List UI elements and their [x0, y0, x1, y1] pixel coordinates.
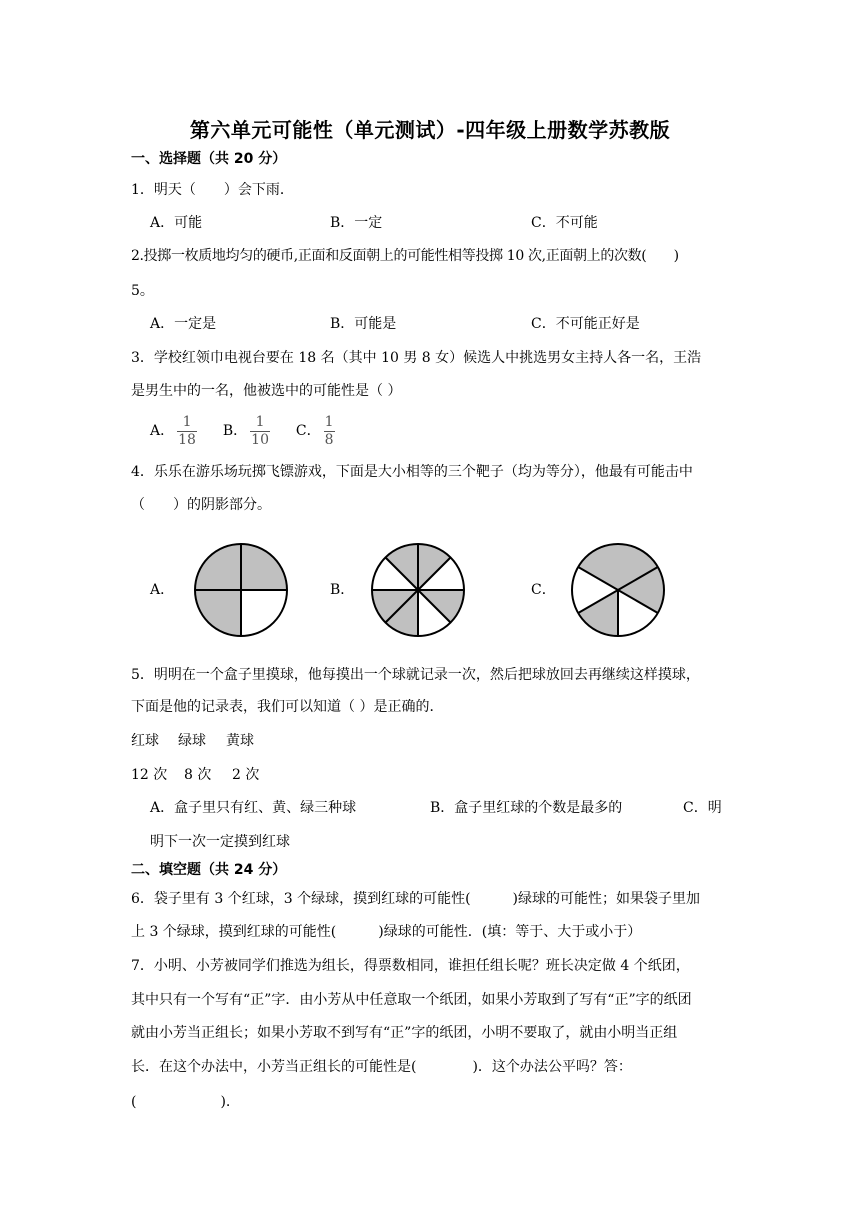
q5-stem-line2: 下面是他的记录表，我们可以知道（ ）是正确的．	[131, 699, 444, 715]
q4-target-b	[370, 542, 466, 638]
q5-record-header-red: 红球	[131, 733, 159, 749]
q2-stem-line2: 5。	[131, 283, 154, 299]
q1-option-a: A．可能	[150, 215, 203, 231]
q7-stem-line4: 长．在这个办法中，小芳当正组长的可能性是( )．这个办法公平吗？答：	[131, 1059, 632, 1075]
section-heading-choice: 一、选择题（共 20 分）	[131, 151, 287, 167]
q5-record-value-green: 8 次	[184, 767, 212, 783]
q3-stem-line2: 是男生中的一名，他被选中的可能性是（ ）	[131, 383, 402, 399]
q1-stem: 1．明天（ ）会下雨．	[131, 182, 294, 198]
q4-target-c	[570, 542, 666, 638]
q5-option-a: A．盒子里只有红、黄、绿三种球	[150, 800, 357, 816]
fraction-numerator: 1	[324, 413, 334, 430]
q3-stem-line1: 3．学校红领巾电视台要在 18 名（其中 10 男 8 女）候选人中挑选男女主持人各一名，王浩	[131, 350, 702, 366]
fraction-denominator: 10	[251, 431, 269, 448]
q3-option-c-fraction	[324, 415, 335, 448]
section-heading-fill-in: 二、填空题（共 24 分）	[131, 862, 287, 878]
q3-option-c-label: C．	[295, 423, 321, 439]
q2-stem-line1: 2.投掷一枚质地均匀的硬币,正面和反面朝上的可能性相等投掷 10 次,正面朝上的次数( )	[131, 248, 679, 264]
q4-target-a	[193, 542, 289, 638]
shaded-sector	[578, 590, 618, 636]
q5-record-value-yellow: 2 次	[232, 767, 260, 783]
q5-record-header-yellow: 黄球	[226, 733, 254, 749]
q4-option-b-label: B．	[330, 582, 355, 598]
shaded-sector	[418, 544, 451, 590]
q1-option-b: B．一定	[330, 215, 383, 231]
fraction-denominator: 18	[178, 431, 196, 448]
q6-stem-line1: 6．袋子里有 3 个红球，3 个绿球，摸到红球的可能性( )绿球的可能性；如果袋子里加	[131, 891, 700, 907]
q1-option-c: C．不可能	[531, 215, 598, 231]
fraction-numerator: 1	[255, 413, 265, 430]
q6-stem-line2: 上 3 个绿球，摸到红球的可能性( )绿球的可能性．(填：等于、大于或小于）	[131, 924, 642, 940]
q2-option-b: B．可能是	[330, 316, 397, 332]
page-title: 第六单元可能性（单元测试）-四年级上册数学苏教版	[189, 118, 671, 142]
q3-option-b-label: B．	[222, 423, 248, 439]
q5-stem-line1: 5．明明在一个盒子里摸球，他每摸出一个球就记录一次，然后把球放回去再继续这样摸球，	[131, 667, 700, 683]
q5-option-b: B．盒子里红球的个数是最多的	[430, 800, 623, 816]
q2-option-c: C．不可能正好是	[531, 316, 640, 332]
q7-stem-line5: ( ).	[131, 1094, 231, 1110]
q7-stem-line2: 其中只有一个写有“正”字．由小芳从中任意取一个纸团，如果小芳取到了写有“正”字的纸团	[131, 992, 692, 1008]
q5-option-c-continued: 明下一次一定摸到红球	[150, 834, 290, 850]
q2-option-a: A．一定是	[150, 316, 217, 332]
q3-option-b-fraction	[250, 415, 270, 448]
fraction-denominator: 8	[324, 431, 334, 448]
q5-record-value-red: 12 次	[131, 767, 168, 783]
q4-option-c-label: C．	[531, 582, 556, 598]
q7-stem-line1: 7．小明、小芳被同学们推选为组长，得票数相同，谁担任组长呢？班长决定做 4 个纸团，	[131, 958, 690, 974]
q3-options	[150, 414, 338, 448]
q4-option-a-label: A．	[150, 582, 175, 598]
shaded-sector	[418, 590, 464, 623]
fraction-numerator: 1	[182, 413, 192, 430]
q4-stem-line2: （ ）的阴影部分。	[131, 497, 271, 513]
q3-option-a-fraction	[177, 415, 197, 448]
q5-record-header-green: 绿球	[178, 733, 206, 749]
shaded-sector	[386, 544, 419, 590]
q5-option-c: C．明	[683, 800, 722, 816]
q7-stem-line3: 就由小芳当正组长；如果小芳取不到写有“正”字的纸团，小明不要取了，就由小明当正组	[131, 1025, 678, 1041]
q3-option-a-label: A．	[150, 423, 175, 439]
q4-stem-line1: 4．乐乐在游乐场玩掷飞镖游戏，下面是大小相等的三个靶子（均为等分），他最有可能击中	[131, 464, 693, 480]
